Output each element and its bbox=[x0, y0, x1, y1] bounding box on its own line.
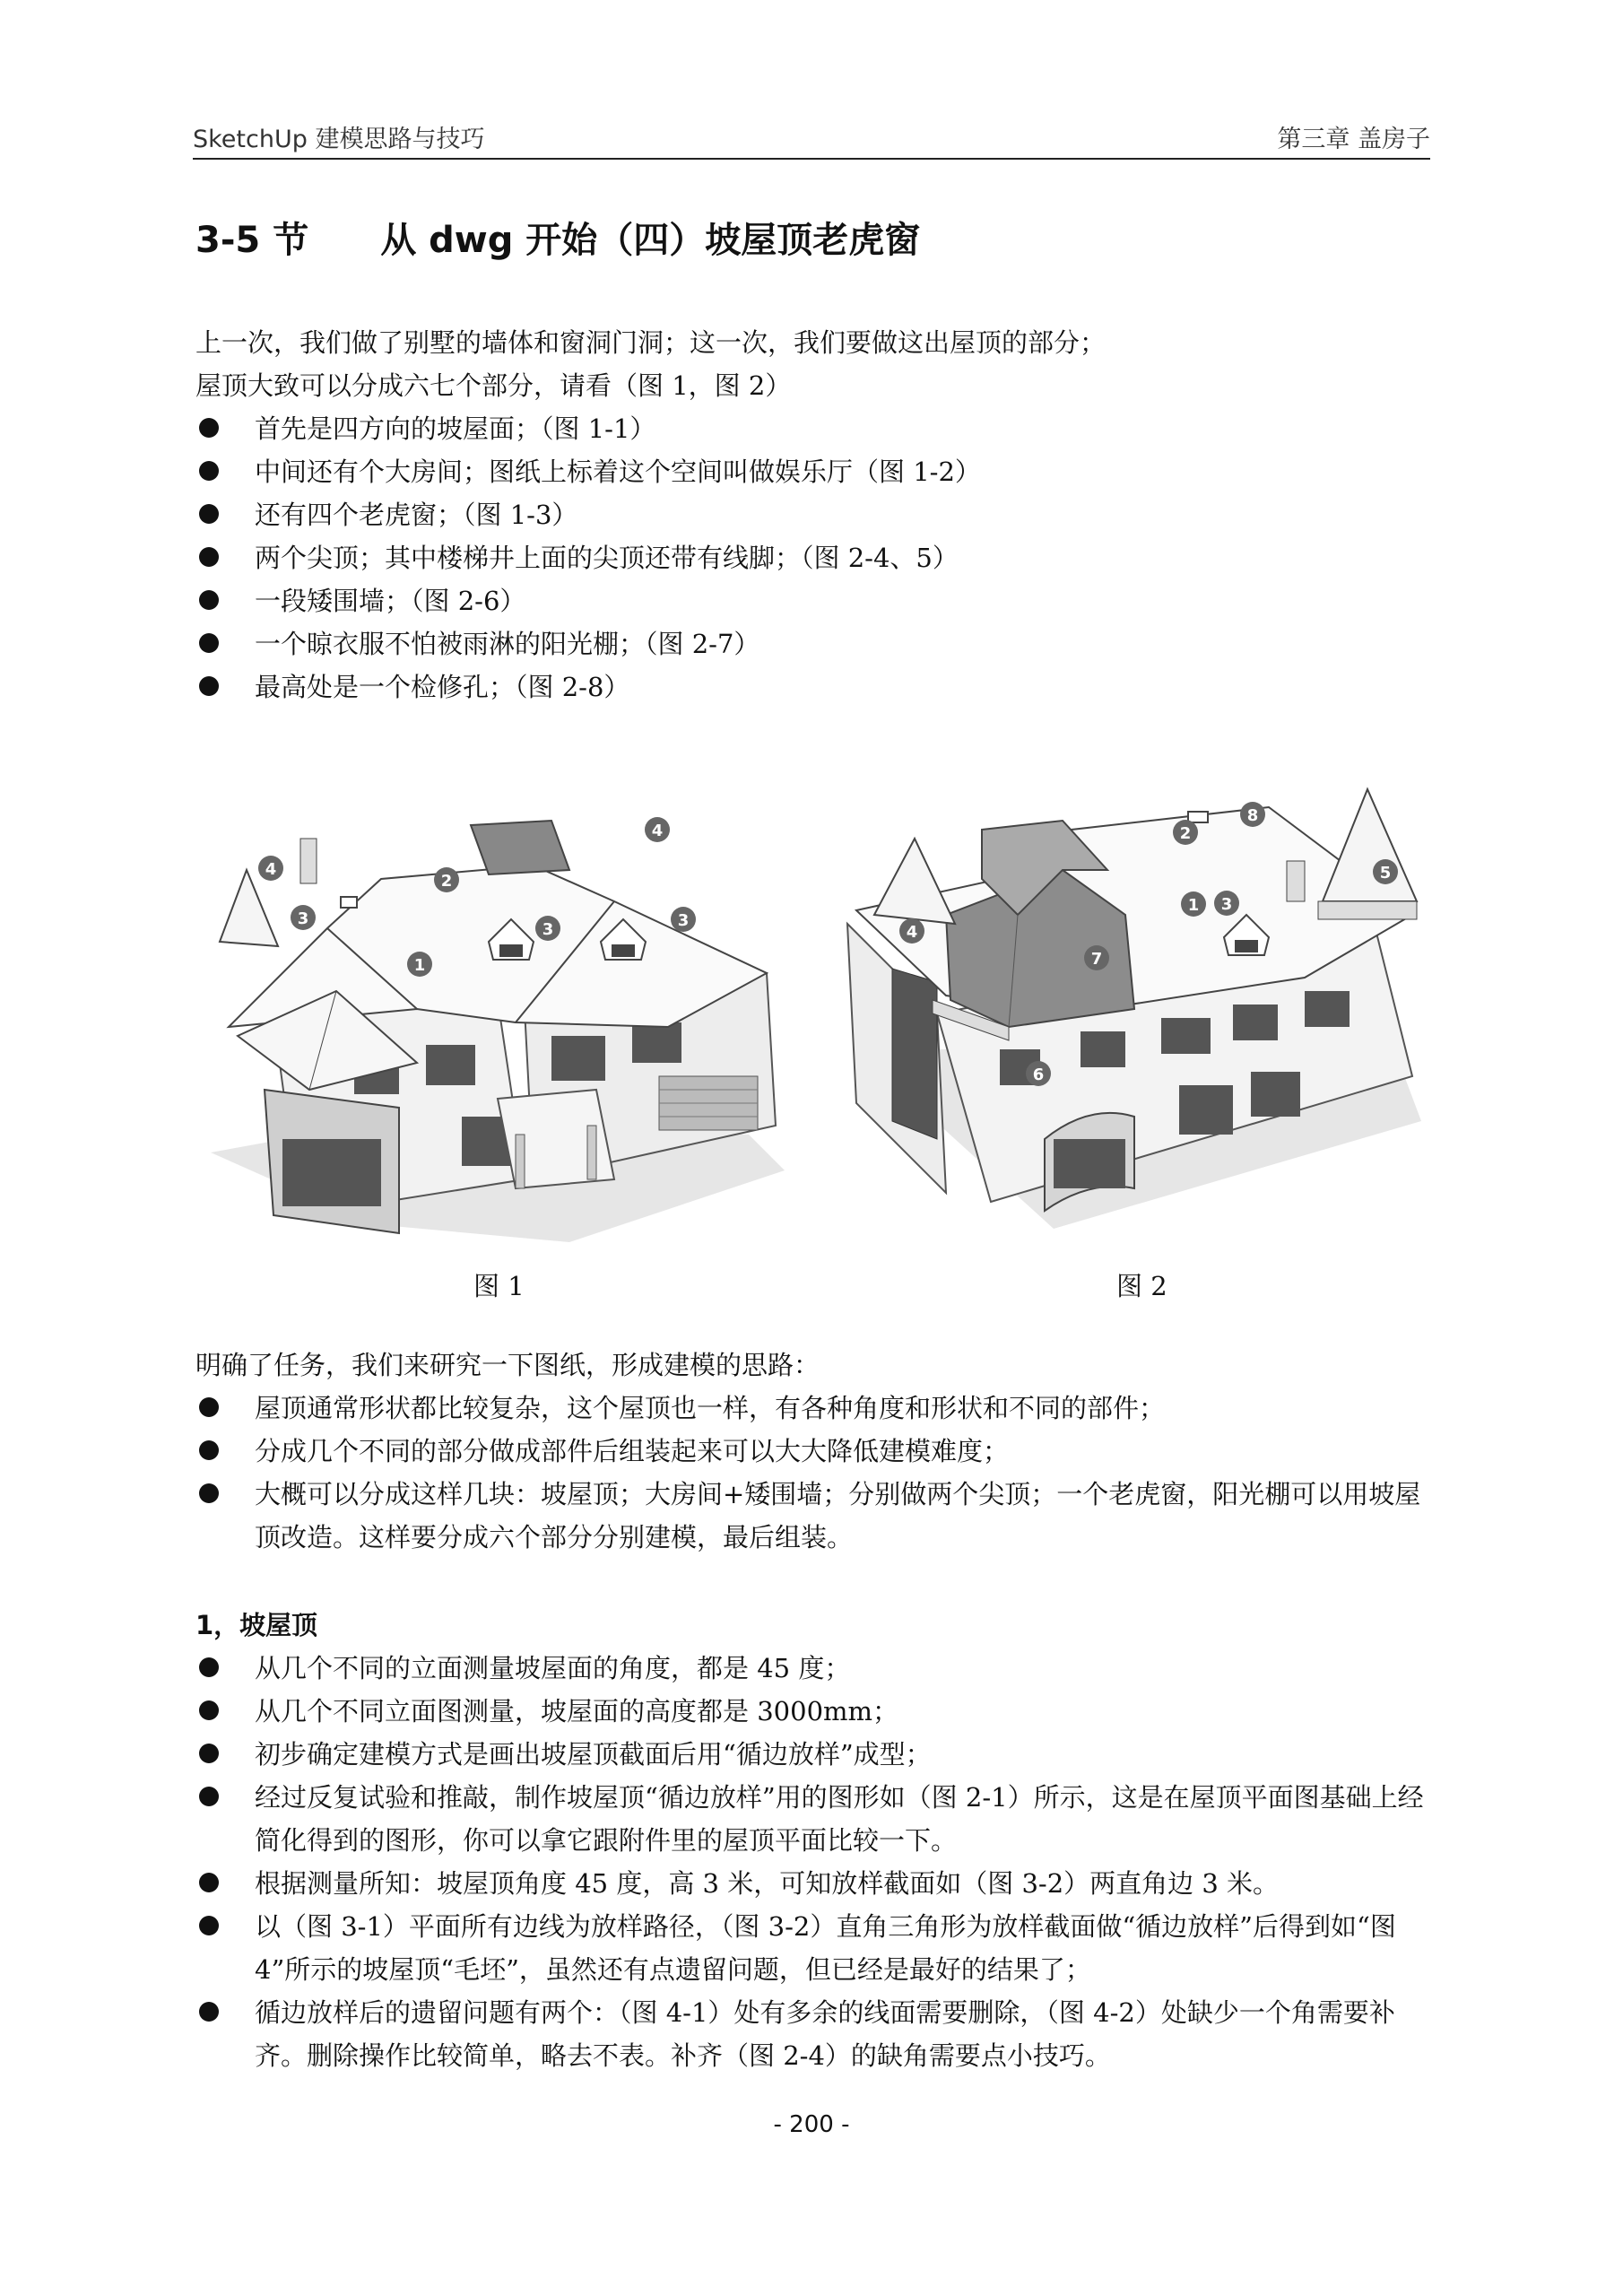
bullet-icon bbox=[199, 2002, 219, 2022]
fig2-label bbox=[1173, 820, 1198, 845]
list-item: 从几个不同立面图测量，坡屋面的高度都是 3000mm； bbox=[195, 1690, 1442, 1733]
page-number: - 200 - bbox=[773, 2111, 850, 2138]
list-item: 首先是四方向的坡屋面；（图 1-1） bbox=[195, 407, 1442, 450]
list-item: 一段矮围墙；（图 2-6） bbox=[195, 579, 1442, 622]
list-item: 分成几个不同的部分做成部件后组装起来可以大大降低建模难度； bbox=[195, 1430, 1442, 1473]
svg-text:4: 4 bbox=[651, 822, 664, 840]
fig2-label bbox=[1373, 859, 1398, 884]
fig2-label bbox=[1026, 1061, 1051, 1086]
list-item: 中间还有个大房间；图纸上标着这个空间叫做娱乐厅（图 1-2） bbox=[195, 450, 1442, 493]
list-item: 循边放样后的遗留问题有两个：（图 4-1）处有多余的线面需要删除，（图 4-2）处缺少一个角需要补齐。删除操作比较简单，略去不表。补齐（图 2-4）的缺角需要点小技巧。 bbox=[195, 1991, 1442, 2077]
svg-text:2: 2 bbox=[1179, 824, 1192, 843]
figure-2-house-illustration bbox=[838, 780, 1448, 1265]
list-item: 以（图 3-1）平面所有边线为放样路径，（图 3-2）直角三角形为放样截面做“循边放样”后得到如“图 4”所示的坡屋顶“毛坯”，虽然还有点遗留问题，但已经是最好的结果了； bbox=[195, 1905, 1442, 1991]
bullet-icon bbox=[199, 1787, 219, 1806]
intro-line: 上一次，我们做了别墅的墙体和窗洞门洞；这一次，我们要做这出屋顶的部分； bbox=[195, 327, 1107, 358]
svg-text:3: 3 bbox=[677, 911, 690, 930]
svg-text:1: 1 bbox=[1187, 896, 1200, 915]
section-title: 3-5 节 从 dwg 开始（四）坡屋顶老虎窗 bbox=[195, 220, 921, 261]
svg-text:4: 4 bbox=[906, 923, 918, 942]
fig2-label bbox=[1240, 802, 1265, 827]
bullet-icon bbox=[199, 1700, 219, 1720]
svg-text:3: 3 bbox=[542, 920, 554, 939]
bullet-icon bbox=[199, 1916, 219, 1935]
svg-text:1: 1 bbox=[413, 956, 426, 975]
intro-line: 屋顶大致可以分成六七个部分，请看（图 1，图 2） bbox=[195, 370, 792, 401]
list-item: 初步确定建模方式是画出坡屋顶截面后用“循边放样”成型； bbox=[195, 1733, 1442, 1776]
analysis-lead: 明确了任务，我们来研究一下图纸，形成建模的思路： bbox=[195, 1350, 820, 1380]
svg-text:5: 5 bbox=[1379, 864, 1392, 883]
bullet-icon bbox=[199, 1440, 219, 1460]
header-chapter: 第三章 盖房子 bbox=[1277, 126, 1430, 153]
fig1-label bbox=[434, 867, 459, 892]
bullet-icon bbox=[199, 633, 219, 653]
bullet-icon bbox=[199, 676, 219, 696]
list-item: 一个晾衣服不怕被雨淋的阳光棚；（图 2-7） bbox=[195, 622, 1442, 665]
fig2-label bbox=[1214, 891, 1239, 916]
bullet-icon bbox=[199, 1744, 219, 1763]
fig1-label bbox=[645, 817, 670, 842]
list-item: 两个尖顶；其中楼梯井上面的尖顶还带有线脚；（图 2-4、5） bbox=[195, 536, 1442, 579]
bullet-icon bbox=[199, 547, 219, 567]
list-item: 屋顶通常形状都比较复杂，这个屋顶也一样，有各种角度和形状和不同的部件； bbox=[195, 1387, 1442, 1430]
bullet-icon bbox=[199, 1657, 219, 1677]
list-item: 根据测量所知：坡屋顶角度 45 度，高 3 米，可知放样截面如（图 3-2）两直角边 3 米。 bbox=[195, 1862, 1442, 1905]
figure-2-caption: 图 2 bbox=[1116, 1271, 1167, 1301]
section-1-block bbox=[195, 1604, 1442, 2077]
svg-text:7: 7 bbox=[1090, 950, 1103, 969]
header-book-title: SketchUp 建模思路与技巧 bbox=[193, 126, 485, 153]
bullet-icon bbox=[199, 461, 219, 481]
bullet-icon bbox=[199, 418, 219, 438]
list-item: 从几个不同的立面测量坡屋面的角度，都是 45 度； bbox=[195, 1647, 1442, 1690]
bullet-icon bbox=[199, 1873, 219, 1892]
figure-1-caption: 图 1 bbox=[473, 1271, 525, 1301]
fig2-label bbox=[1084, 945, 1109, 970]
svg-text:6: 6 bbox=[1032, 1065, 1045, 1084]
intro-block bbox=[195, 321, 1442, 709]
fig2-label bbox=[1181, 891, 1206, 917]
analysis-block bbox=[195, 1344, 1442, 1559]
list-item: 最高处是一个检修孔；（图 2-8） bbox=[195, 665, 1442, 709]
svg-text:3: 3 bbox=[297, 909, 309, 928]
running-header bbox=[193, 122, 1430, 160]
list-item: 还有四个老虎窗；（图 1-3） bbox=[195, 493, 1442, 536]
svg-text:2: 2 bbox=[440, 872, 453, 891]
list-item: 大概可以分成这样几块：坡屋顶；大房间+矮围墙；分别做两个尖顶；一个老虎窗，阳光棚可以用坡屋顶改造。这样要分成六个部分分别建模，最后组装。 bbox=[195, 1473, 1442, 1559]
bullet-icon bbox=[199, 1483, 219, 1503]
fig1-label bbox=[671, 907, 696, 932]
svg-text:4: 4 bbox=[265, 860, 277, 879]
fig1-label bbox=[535, 916, 560, 941]
svg-text:3: 3 bbox=[1220, 895, 1233, 914]
section-1-heading: 1，坡屋顶 bbox=[195, 1610, 318, 1640]
bullet-icon bbox=[199, 590, 219, 610]
svg-text:8: 8 bbox=[1246, 806, 1259, 825]
list-item: 经过反复试验和推敲，制作坡屋顶“循边放样”用的图形如（图 2-1）所示，这是在屋顶平面图基础上经简化得到的图形，你可以拿它跟附件里的屋顶平面比较一下。 bbox=[195, 1776, 1442, 1862]
bullet-icon bbox=[199, 504, 219, 524]
figure-1-house-illustration bbox=[193, 794, 812, 1260]
fig2-label bbox=[899, 918, 924, 944]
fig1-label bbox=[407, 952, 432, 977]
fig1-label bbox=[291, 905, 316, 930]
bullet-icon bbox=[199, 1397, 219, 1417]
fig1-label bbox=[258, 856, 283, 881]
